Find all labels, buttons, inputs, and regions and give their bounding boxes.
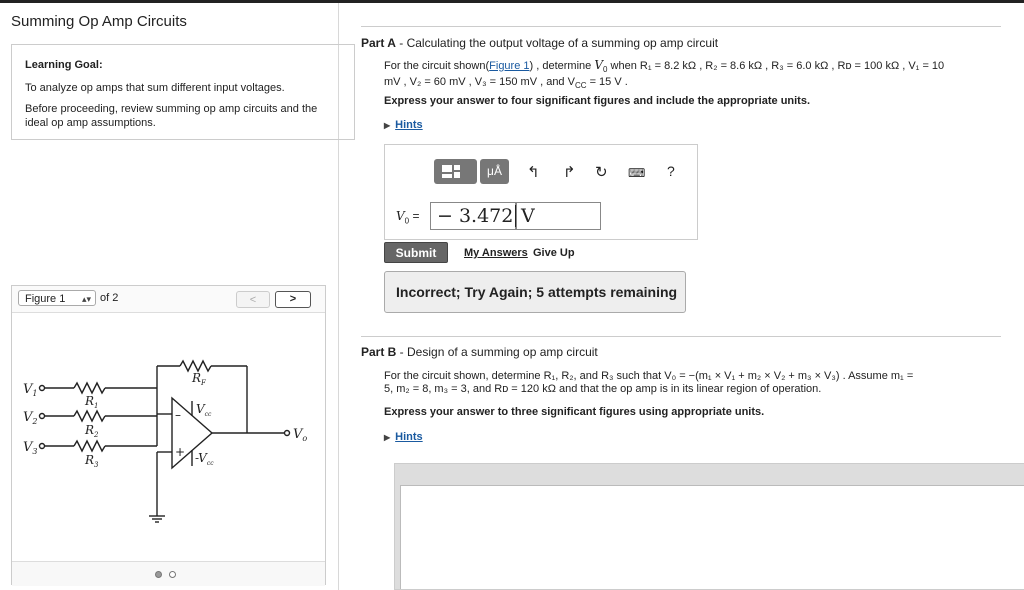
redo-icon[interactable]: ↱ bbox=[563, 164, 576, 181]
svg-text:V3 bbox=[23, 440, 37, 456]
reset-icon[interactable]: ↻ bbox=[595, 164, 608, 181]
figure-select[interactable] bbox=[18, 290, 96, 306]
give-up-link[interactable]: Give Up bbox=[533, 247, 575, 259]
part-a-hints-label: Hints bbox=[395, 119, 423, 131]
part-a-q-line2-end: = 15 V . bbox=[586, 76, 628, 89]
svg-text:V1 bbox=[23, 382, 37, 398]
v2-label: V bbox=[23, 410, 33, 425]
learning-goal-note: Before proceeding, review summing op amp circuits and the ideal op amp assumptions. bbox=[25, 103, 318, 129]
divider bbox=[361, 336, 1001, 337]
svg-text:Vcc bbox=[196, 402, 212, 418]
rf-label: R bbox=[192, 371, 202, 385]
r3-label: R bbox=[85, 453, 95, 467]
units-button[interactable]: μÅ bbox=[480, 159, 509, 184]
answer-unit-input[interactable]: V bbox=[516, 202, 601, 230]
answer-variable-sub: 0 bbox=[404, 216, 410, 226]
vo-terminal bbox=[285, 431, 290, 436]
r1-sub: 1 bbox=[94, 402, 99, 410]
vcc-pos-sub: cc bbox=[204, 411, 212, 418]
templates-icon bbox=[434, 159, 477, 184]
r2-sub: 2 bbox=[94, 431, 99, 439]
answer-variable-label bbox=[396, 209, 419, 225]
part-b-instruction: Express your answer to three significant figures using appropriate units. bbox=[384, 406, 765, 418]
vcc-neg-sub: cc bbox=[206, 460, 214, 467]
part-a-answer-box bbox=[384, 144, 698, 240]
answer-variable: V bbox=[396, 209, 405, 223]
submit-button[interactable]: Submit bbox=[384, 242, 448, 263]
part-a-q-line2: mV , V₂ = 60 mV , V₃ = 150 mV , and V bbox=[384, 76, 575, 89]
undo-icon[interactable]: ↰ bbox=[527, 164, 540, 181]
v1-sub: 1 bbox=[32, 389, 38, 398]
keyboard-icon[interactable]: ⌨ bbox=[628, 166, 646, 180]
r1-label: R bbox=[85, 394, 95, 408]
part-a-instruction: Express your answer to four significant figures and include the appropriate units. bbox=[384, 95, 811, 107]
page-dot-2[interactable] bbox=[169, 571, 176, 578]
help-button[interactable]: ? bbox=[667, 163, 675, 179]
page-dot-1[interactable] bbox=[155, 571, 162, 578]
part-b-hints-label: Hints bbox=[395, 431, 423, 443]
part-b-title bbox=[361, 345, 598, 359]
learning-goal-text: To analyze op amps that sum different input voltages. bbox=[25, 82, 285, 94]
left-panel bbox=[0, 3, 339, 590]
part-b-answer-area[interactable] bbox=[400, 485, 1024, 589]
vo-label: V bbox=[293, 427, 303, 442]
part-a-q-values: R₁ = 8.2 kΩ , R₂ = 8.6 kΩ , R₃ = 6.0 kΩ , Rᴅ = 100 kΩ , V₁ = 10 bbox=[639, 60, 945, 72]
feedback-message: Incorrect; Try Again; 5 attempts remaining bbox=[384, 271, 686, 313]
part-b-q-line1: For the circuit shown, determine R₁, R₂, and R₃ such that V₀ = −(m₁ × V₁ + m₂ × V₂ + m₃ × V₃) . Assume m₁ = bbox=[384, 370, 914, 382]
svg-text:-Vcc bbox=[195, 451, 214, 467]
noninverting-input-sign: + bbox=[175, 445, 186, 459]
v3-sub: 3 bbox=[32, 447, 38, 456]
right-panel bbox=[339, 3, 1024, 590]
figure-1-link[interactable]: Figure 1 bbox=[489, 60, 530, 72]
vcc-neg-label: -V bbox=[195, 451, 207, 465]
svg-text:R1 bbox=[84, 394, 99, 410]
caret-right-icon: ▶ bbox=[384, 121, 391, 130]
part-a-question bbox=[384, 59, 1009, 92]
part-a-hints-link[interactable] bbox=[384, 119, 423, 131]
my-answers-link[interactable]: My Answers bbox=[464, 247, 528, 259]
svg-text:Vo bbox=[293, 427, 307, 443]
v2-terminal bbox=[40, 414, 45, 419]
svg-text:RF bbox=[191, 371, 207, 387]
r2-label: R bbox=[85, 423, 95, 437]
rf-sub: F bbox=[201, 379, 206, 387]
part-b-question bbox=[384, 370, 1009, 396]
v2-sub: 2 bbox=[32, 417, 38, 426]
figure-select-value: Figure 1 bbox=[25, 293, 66, 305]
learning-goal-box bbox=[11, 44, 355, 140]
part-b-prefix: Part B bbox=[361, 345, 397, 359]
part-a-q-vo: V bbox=[594, 58, 603, 72]
svg-text:R2 bbox=[84, 423, 99, 439]
svg-text:V2 bbox=[23, 410, 37, 426]
v3-terminal bbox=[40, 444, 45, 449]
divider bbox=[361, 26, 1001, 27]
v3-label: V bbox=[23, 440, 33, 455]
r3-sub: 3 bbox=[94, 461, 99, 469]
next-figure-button[interactable]: > bbox=[275, 291, 311, 308]
answer-equals: = bbox=[409, 209, 420, 223]
v1-terminal bbox=[40, 386, 45, 391]
inverting-input-sign: – bbox=[175, 408, 181, 422]
part-a-q-mid: ) , determine bbox=[529, 60, 595, 72]
part-b-hints-link[interactable] bbox=[384, 431, 423, 443]
resistor-rf bbox=[180, 361, 211, 371]
part-a-prefix: Part A bbox=[361, 36, 396, 50]
part-a-q-vo-sub: 0 bbox=[603, 65, 608, 75]
part-a-q-vcc-sub: CC bbox=[574, 81, 587, 91]
prev-figure-button[interactable]: < bbox=[236, 291, 270, 308]
part-a-q-when: when bbox=[607, 60, 640, 72]
learning-goal-label: Learning Goal: bbox=[25, 59, 103, 71]
part-b-title-text: - Design of a summing op amp circuit bbox=[396, 345, 598, 359]
resistor-r3 bbox=[74, 441, 105, 451]
vcc-pos-label: V bbox=[196, 402, 205, 416]
vo-sub: o bbox=[302, 434, 308, 443]
summing-op-amp-circuit bbox=[12, 316, 325, 556]
v1-label: V bbox=[23, 382, 33, 397]
resistor-r1 bbox=[74, 383, 105, 393]
part-a-title bbox=[361, 36, 718, 50]
updown-arrows-icon: ▴▾ bbox=[81, 294, 91, 304]
svg-text:R3 bbox=[84, 453, 99, 469]
part-a-q-pre: For the circuit shown( bbox=[384, 60, 490, 72]
part-b-answer-box bbox=[394, 463, 1024, 590]
resistor-r2 bbox=[74, 411, 105, 421]
part-a-title-text: - Calculating the output voltage of a summing op amp circuit bbox=[395, 36, 719, 50]
figure-count: of 2 bbox=[100, 292, 119, 304]
figure-header bbox=[12, 286, 325, 313]
figure-panel bbox=[11, 285, 326, 585]
page-title: Summing Op Amp Circuits bbox=[11, 13, 187, 30]
templates-button[interactable] bbox=[434, 159, 477, 184]
figure-pager bbox=[12, 561, 325, 586]
answer-value-input[interactable]: − 3.472 bbox=[430, 202, 516, 230]
caret-right-icon: ▶ bbox=[384, 433, 391, 442]
part-b-q-line2: 5, m₂ = 8, m₃ = 3, and Rᴅ = 120 kΩ and that the op amp is in its linear region of operation. bbox=[384, 383, 822, 395]
